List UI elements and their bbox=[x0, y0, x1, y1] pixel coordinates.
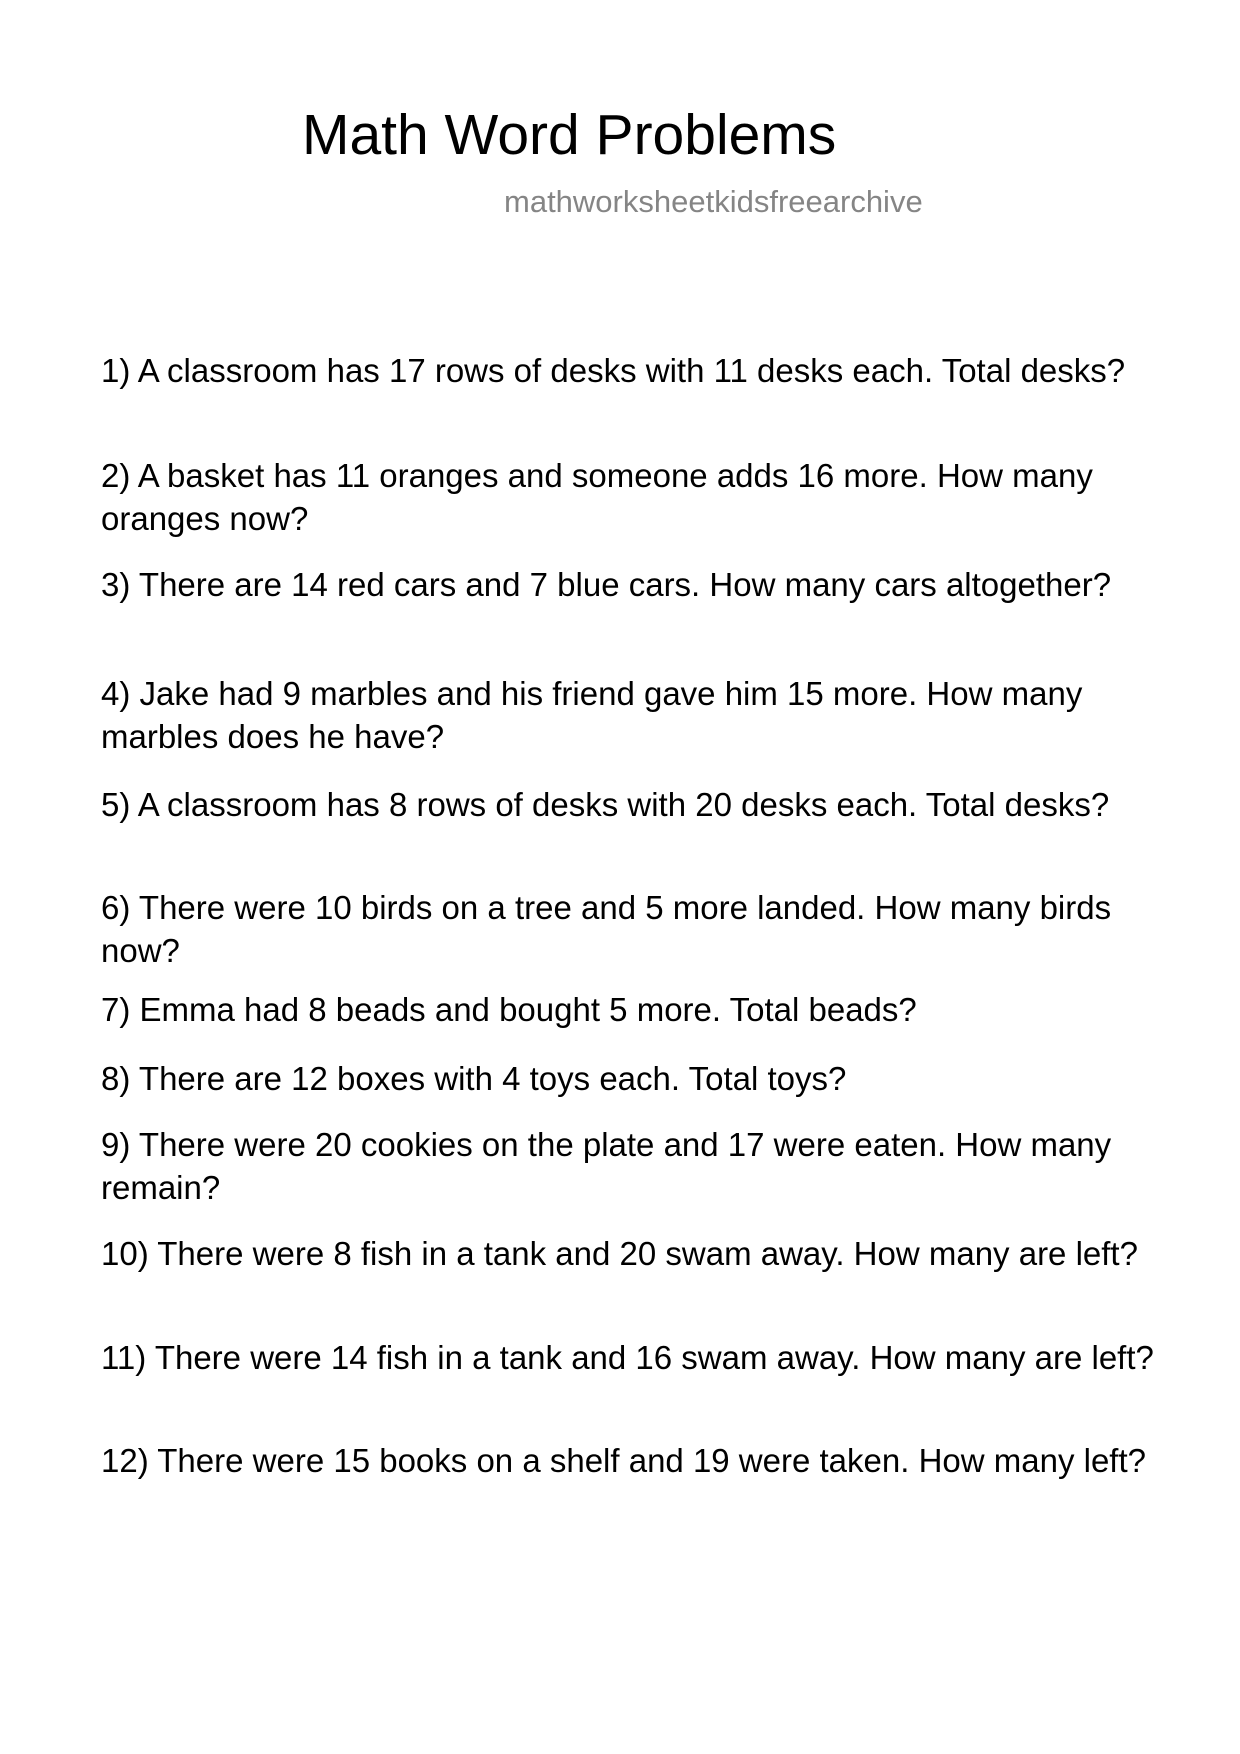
problem-7: 7) Emma had 8 beads and bought 5 more. Total beads? bbox=[101, 991, 917, 1028]
problem-10: 10) There were 8 fish in a tank and 20 swam away. How many are left? bbox=[101, 1235, 1138, 1272]
page-subtitle: mathworksheetkidsfreearchive bbox=[504, 184, 923, 219]
problem-1: 1) A classroom has 17 rows of desks with 11 desks each. Total desks? bbox=[101, 352, 1126, 389]
problem-5: 5) A classroom has 8 rows of desks with 20 desks each. Total desks? bbox=[101, 786, 1110, 823]
page-title: Math Word Problems bbox=[302, 103, 837, 167]
problem-6: 6) There were 10 birds on a tree and 5 more landed. How many birds now? bbox=[101, 889, 1112, 969]
problem-11: 11) There were 14 fish in a tank and 16 swam away. How many are left? bbox=[101, 1339, 1154, 1376]
problem-9: 9) There were 20 cookies on the plate and 17 were eaten. How many remain? bbox=[101, 1126, 1112, 1206]
problem-3: 3) There are 14 red cars and 7 blue cars. How many cars altogether? bbox=[101, 566, 1112, 603]
problem-8: 8) There are 12 boxes with 4 toys each. Total toys? bbox=[101, 1060, 847, 1097]
problem-12: 12) There were 15 books on a shelf and 19 were taken. How many left? bbox=[101, 1442, 1146, 1479]
problem-2: 2) A basket has 11 oranges and someone adds 16 more. How many oranges now? bbox=[101, 457, 1093, 537]
problem-4: 4) Jake had 9 marbles and his friend gave him 15 more. How many marbles does he have? bbox=[101, 675, 1083, 755]
